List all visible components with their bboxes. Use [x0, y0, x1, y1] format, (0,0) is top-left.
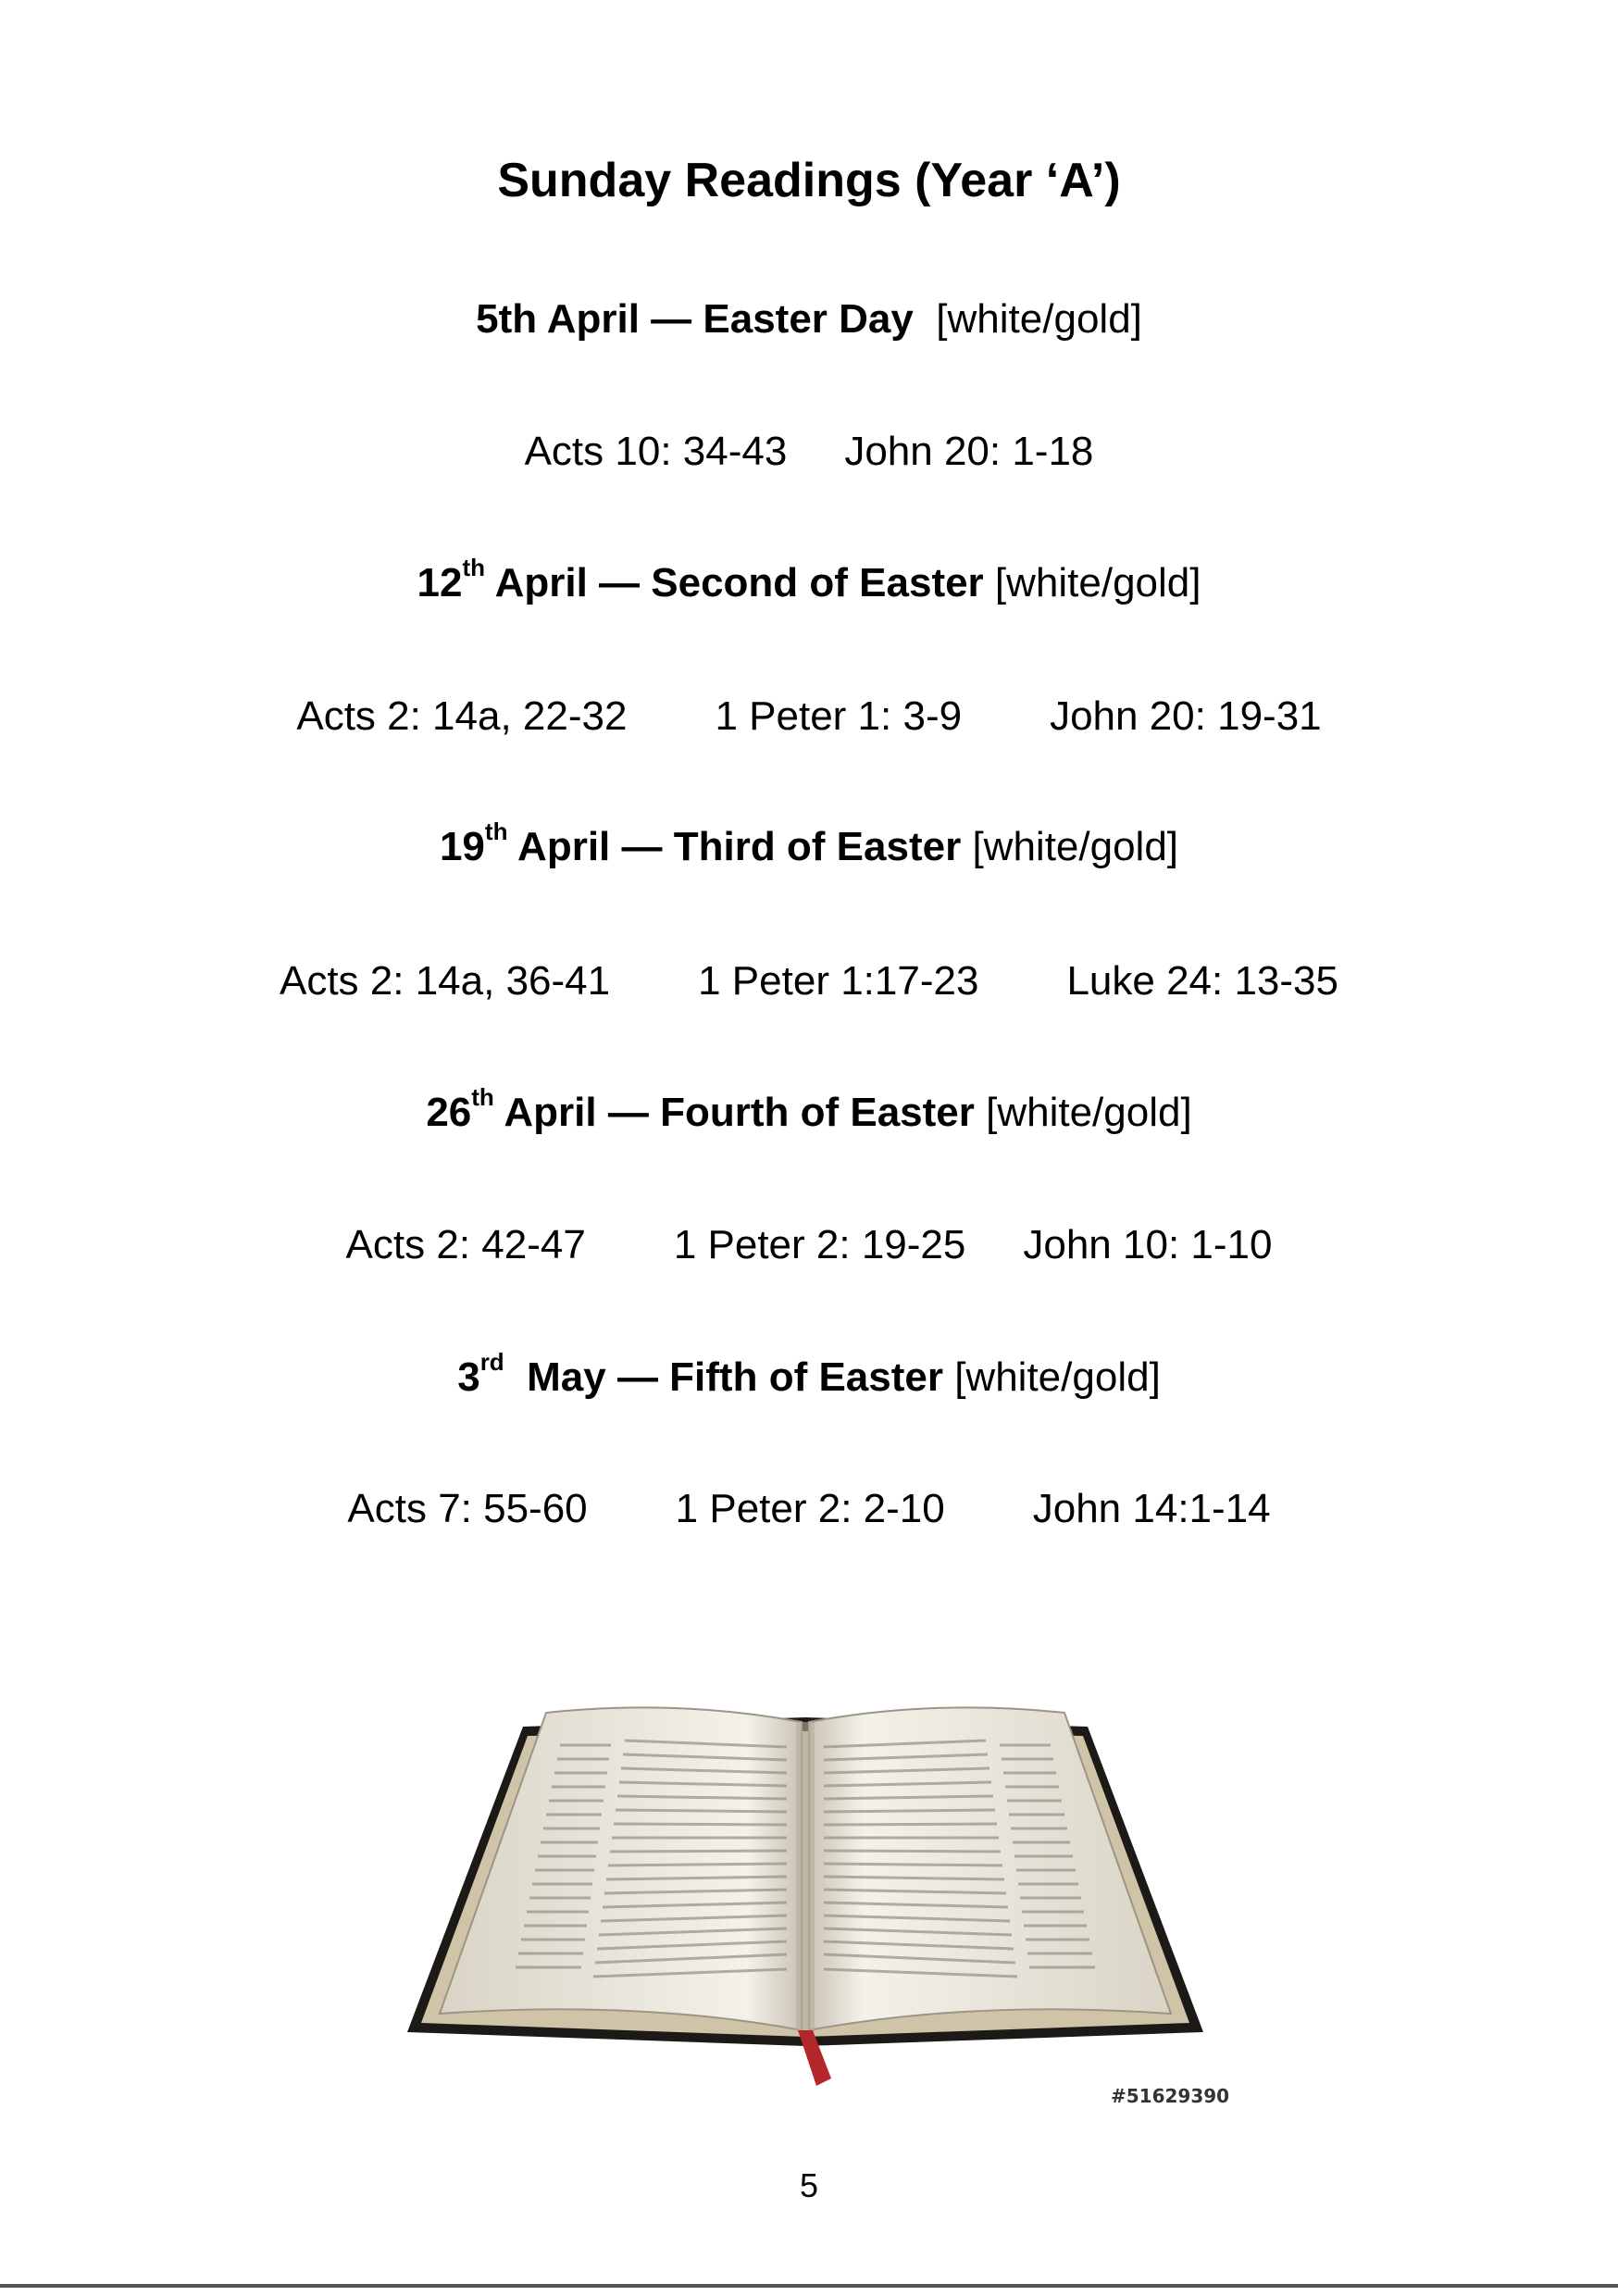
reading-first: Acts 2: 14a, 36-41 [279, 958, 611, 1004]
sunday-heading [0, 1085, 1618, 1141]
reading-first: Acts 2: 14a, 22-32 [296, 693, 628, 739]
sunday-day: 3 [457, 1354, 480, 1400]
liturgical-colour: [white/gold] [961, 824, 1179, 869]
open-bible-icon [398, 1680, 1213, 2097]
sunday-day-suffix: th [471, 1083, 494, 1112]
sunday-day: 12 [417, 560, 463, 605]
reading-second: 1 Peter 2: 19-25 [673, 1222, 966, 1267]
readings-row [0, 424, 1618, 480]
reading-gospel: John 20: 19-31 [1050, 693, 1322, 739]
sunday-heading [0, 292, 1618, 347]
reading-gospel: John 10: 1-10 [1023, 1222, 1273, 1267]
reading-second: 1 Peter 2: 2-10 [675, 1486, 945, 1531]
liturgical-colour: [white/gold] [942, 1354, 1161, 1400]
sunday-day-suffix: rd [479, 1348, 504, 1377]
sunday-day: 5th [476, 296, 538, 342]
sunday-day: 26 [426, 1090, 472, 1135]
sunday-name: May — Fifth of Easter [504, 1354, 943, 1400]
page-title: Sunday Readings (Year ‘A’) [497, 154, 1121, 207]
sunday-name: April — Second of Easter [484, 560, 984, 605]
sunday-heading [0, 819, 1618, 875]
sunday-heading [0, 1350, 1618, 1405]
reading-first: Acts 2: 42-47 [345, 1222, 586, 1267]
readings-row [0, 689, 1618, 744]
reading-first: Acts 10: 34-43 [524, 429, 788, 474]
sunday-name: April — Third of Easter [507, 824, 962, 869]
sunday-day-suffix: th [462, 554, 485, 582]
sunday-name: April — Easter Day [537, 296, 914, 342]
readings-row [0, 1217, 1618, 1273]
bottom-rule [0, 2284, 1618, 2288]
sunday-name: April — Fourth of Easter [493, 1090, 975, 1135]
reading-gospel: John 14:1-14 [1032, 1486, 1271, 1531]
sunday-day-suffix: th [484, 817, 508, 846]
reading-gospel: John 20: 1-18 [844, 429, 1094, 474]
liturgical-colour: [white/gold] [913, 296, 1142, 342]
sunday-heading [0, 555, 1618, 611]
reading-gospel: Luke 24: 13-35 [1066, 958, 1338, 1004]
reading-first: Acts 7: 55-60 [347, 1486, 588, 1531]
page-number: 5 [799, 2166, 819, 2204]
readings-row [0, 954, 1618, 1009]
liturgical-colour: [white/gold] [974, 1090, 1192, 1135]
liturgical-colour: [white/gold] [983, 560, 1201, 605]
readings-row [0, 1481, 1618, 1537]
reading-second: 1 Peter 1: 3-9 [715, 693, 963, 739]
sunday-day: 19 [439, 824, 485, 869]
reading-second: 1 Peter 1:17-23 [698, 958, 979, 1004]
stock-image-id: #51629390 [1111, 2085, 1230, 2107]
